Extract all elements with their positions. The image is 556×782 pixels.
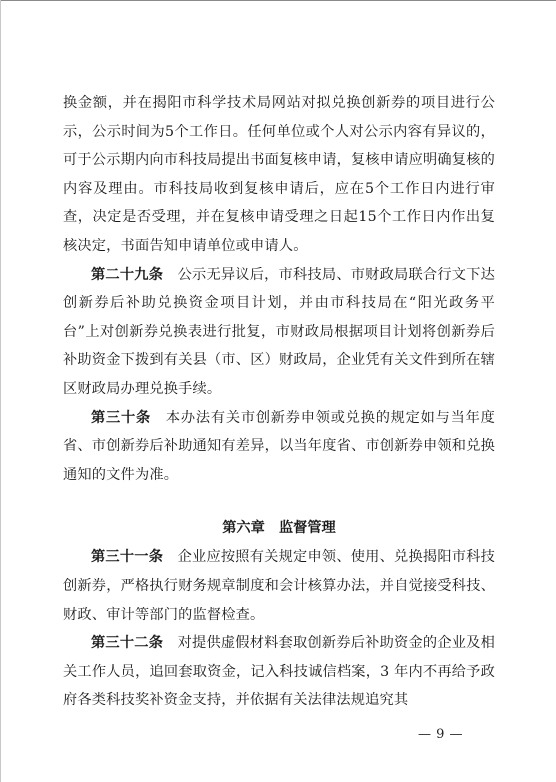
paragraph-continuation: 换金额，并在揭阳市科学技术局网站对拟兑换创新券的项目进行公示，公示时间为5个工作日。任何单位或个人对公示内容有异议的，可于公示期内向市科技局提出书面复核申请，复核申请应明确复核的内容及理由。市科技局收到复核申请后，应在5个工作日内进行审查，决定是否受理，并在复核申请受理之日起15个工作日内作出复核决定，书面告知申请单位或申请人。 [63,95,495,254]
article-29-heading: 第二十九条 [91,266,164,283]
chapter-heading: 第六章 监督管理 [222,520,336,537]
article-32-text: 对提供虚假材料套取创新券后补助资金的企业及相关工作人员，追回套取资金，记入科技诚信档案，3 年内不再给予政府各类科技奖补资金支持，并依据有关法律法规追究其 [63,635,495,709]
article-30-text: 本办法有关市创新券申领或兑换的规定如与当年度省、市创新券后补助通知有差异，以当年度省、市创新券申领和兑换通知的文件为准。 [63,409,495,483]
page-top-edge [0,0,556,1]
article-31-text: 企业应按照有关规定申领、使用、兑换揭阳市科技创新券，严格执行财务规章制度和会计核算办法，并自觉接受科技、财政、审计等部门的监督检查。 [63,549,495,623]
article-32 [63,629,495,715]
document-body [63,89,495,715]
article-29 [63,261,495,404]
page-number: — 9 — [418,727,464,742]
section-spacer [63,489,495,513]
article-29-text: 公示无异议后，市科技局、市财政局联合行文下达创新券后补助兑换资金项目计划，并由市科技局在“阳光政务平台”上对创新券兑换表进行批复，市财政局根据项目计划将创新券后补助资金下拨到有关县（市、区）财政局，企业凭有关文件到所在辖区财政局办理兑换手续。 [63,266,495,397]
article-30 [63,404,495,490]
article-32-heading: 第三十二条 [91,635,164,652]
article-31-heading: 第三十一条 [91,549,164,566]
article-31 [63,543,495,629]
page-left-edge [0,0,1,782]
article-30-heading: 第三十条 [91,409,151,426]
